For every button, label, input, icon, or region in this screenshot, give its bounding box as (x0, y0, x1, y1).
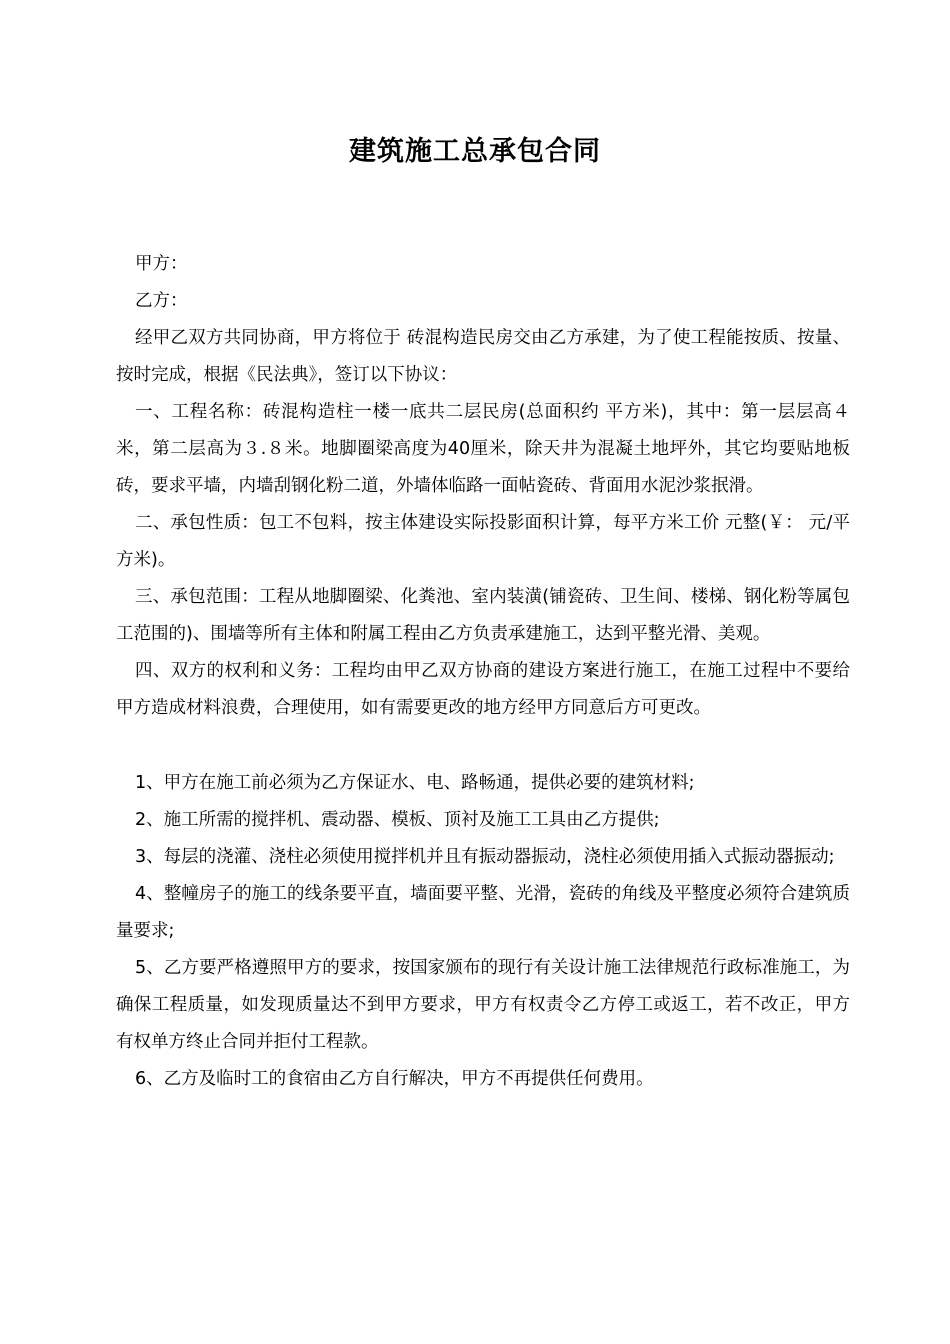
list-item-6: 6、乙方及临时工的食宿由乙方自行解决，甲方不再提供任何费用。 (135, 1069, 654, 1089)
intro-paragraph: 经甲乙双方共同协商，甲方将位于 砖混构造民房交由乙方承建，为了使工程能按质、按量、按时完成，根据《民法典》，签订以下协议： (116, 328, 850, 385)
clause-4-rights-obligations: 四、双方的权利和义务：工程均由甲乙双方协商的建设方案进行施工，在施工过程中不要给甲方造成材料浪费，合理使用，如有需要更改的地方经甲方同意后方可更改。 (116, 661, 850, 718)
clause-2-contract-nature: 二、承包性质：包工不包料，按主体建设实际投影面积计算，每平方米工价 元整(￥： 元/平方米)。 (116, 513, 850, 570)
list-item-5: 5、乙方要严格遵照甲方的要求，按国家颁布的现行有关设计施工法律规范行政标准施工，为确保工程质量，如发现质量达不到甲方要求，甲方有权责令乙方停工或返工，若不改正，甲方有权单方终止合同并拒付工程款。 (116, 958, 850, 1052)
list-item-1: 1、甲方在施工前必须为乙方保证水、电、路畅通，提供必要的建筑材料; (135, 773, 695, 793)
clause-1-project-name: 一、工程名称：砖混构造柱一楼一底共二层民房(总面积约 平方米)，其中：第一层层高４米，第二层高为３.８米。地脚圈梁高度为40厘米，除天井为混凝土地坪外，其它均要贴地板砖，要求平墙，内墙刮钢化粉二道，外墙体临路一面帖瓷砖、背面用水泥沙浆抿滑。 (116, 402, 850, 496)
list-item-3: 3、每层的浇灌、浇柱必须使用搅拌机并且有振动器振动，浇柱必须使用插入式振动器振动; (135, 847, 835, 867)
paragraph-gap (116, 727, 850, 765)
list-item-4: 4、整幢房子的施工的线条要平直，墙面要平整、光滑，瓷砖的角线及平整度必须符合建筑质量要求; (116, 884, 850, 941)
document-body (116, 246, 850, 1098)
list-item-2: 2、施工所需的搅拌机、震动器、模板、顶衬及施工工具由乙方提供; (135, 810, 660, 830)
clause-3-contract-scope: 三、承包范围：工程从地脚圈梁、化粪池、室内装潢(铺瓷砖、卫生间、楼梯、钢化粉等属包工范围的)、围墙等所有主体和附属工程由乙方负责承建施工，达到平整光滑、美观。 (116, 587, 850, 644)
party-a-line: 甲方： (135, 254, 188, 274)
document-title: 建筑施工总承包合同 (349, 136, 601, 167)
party-b-line: 乙方： (135, 291, 188, 311)
